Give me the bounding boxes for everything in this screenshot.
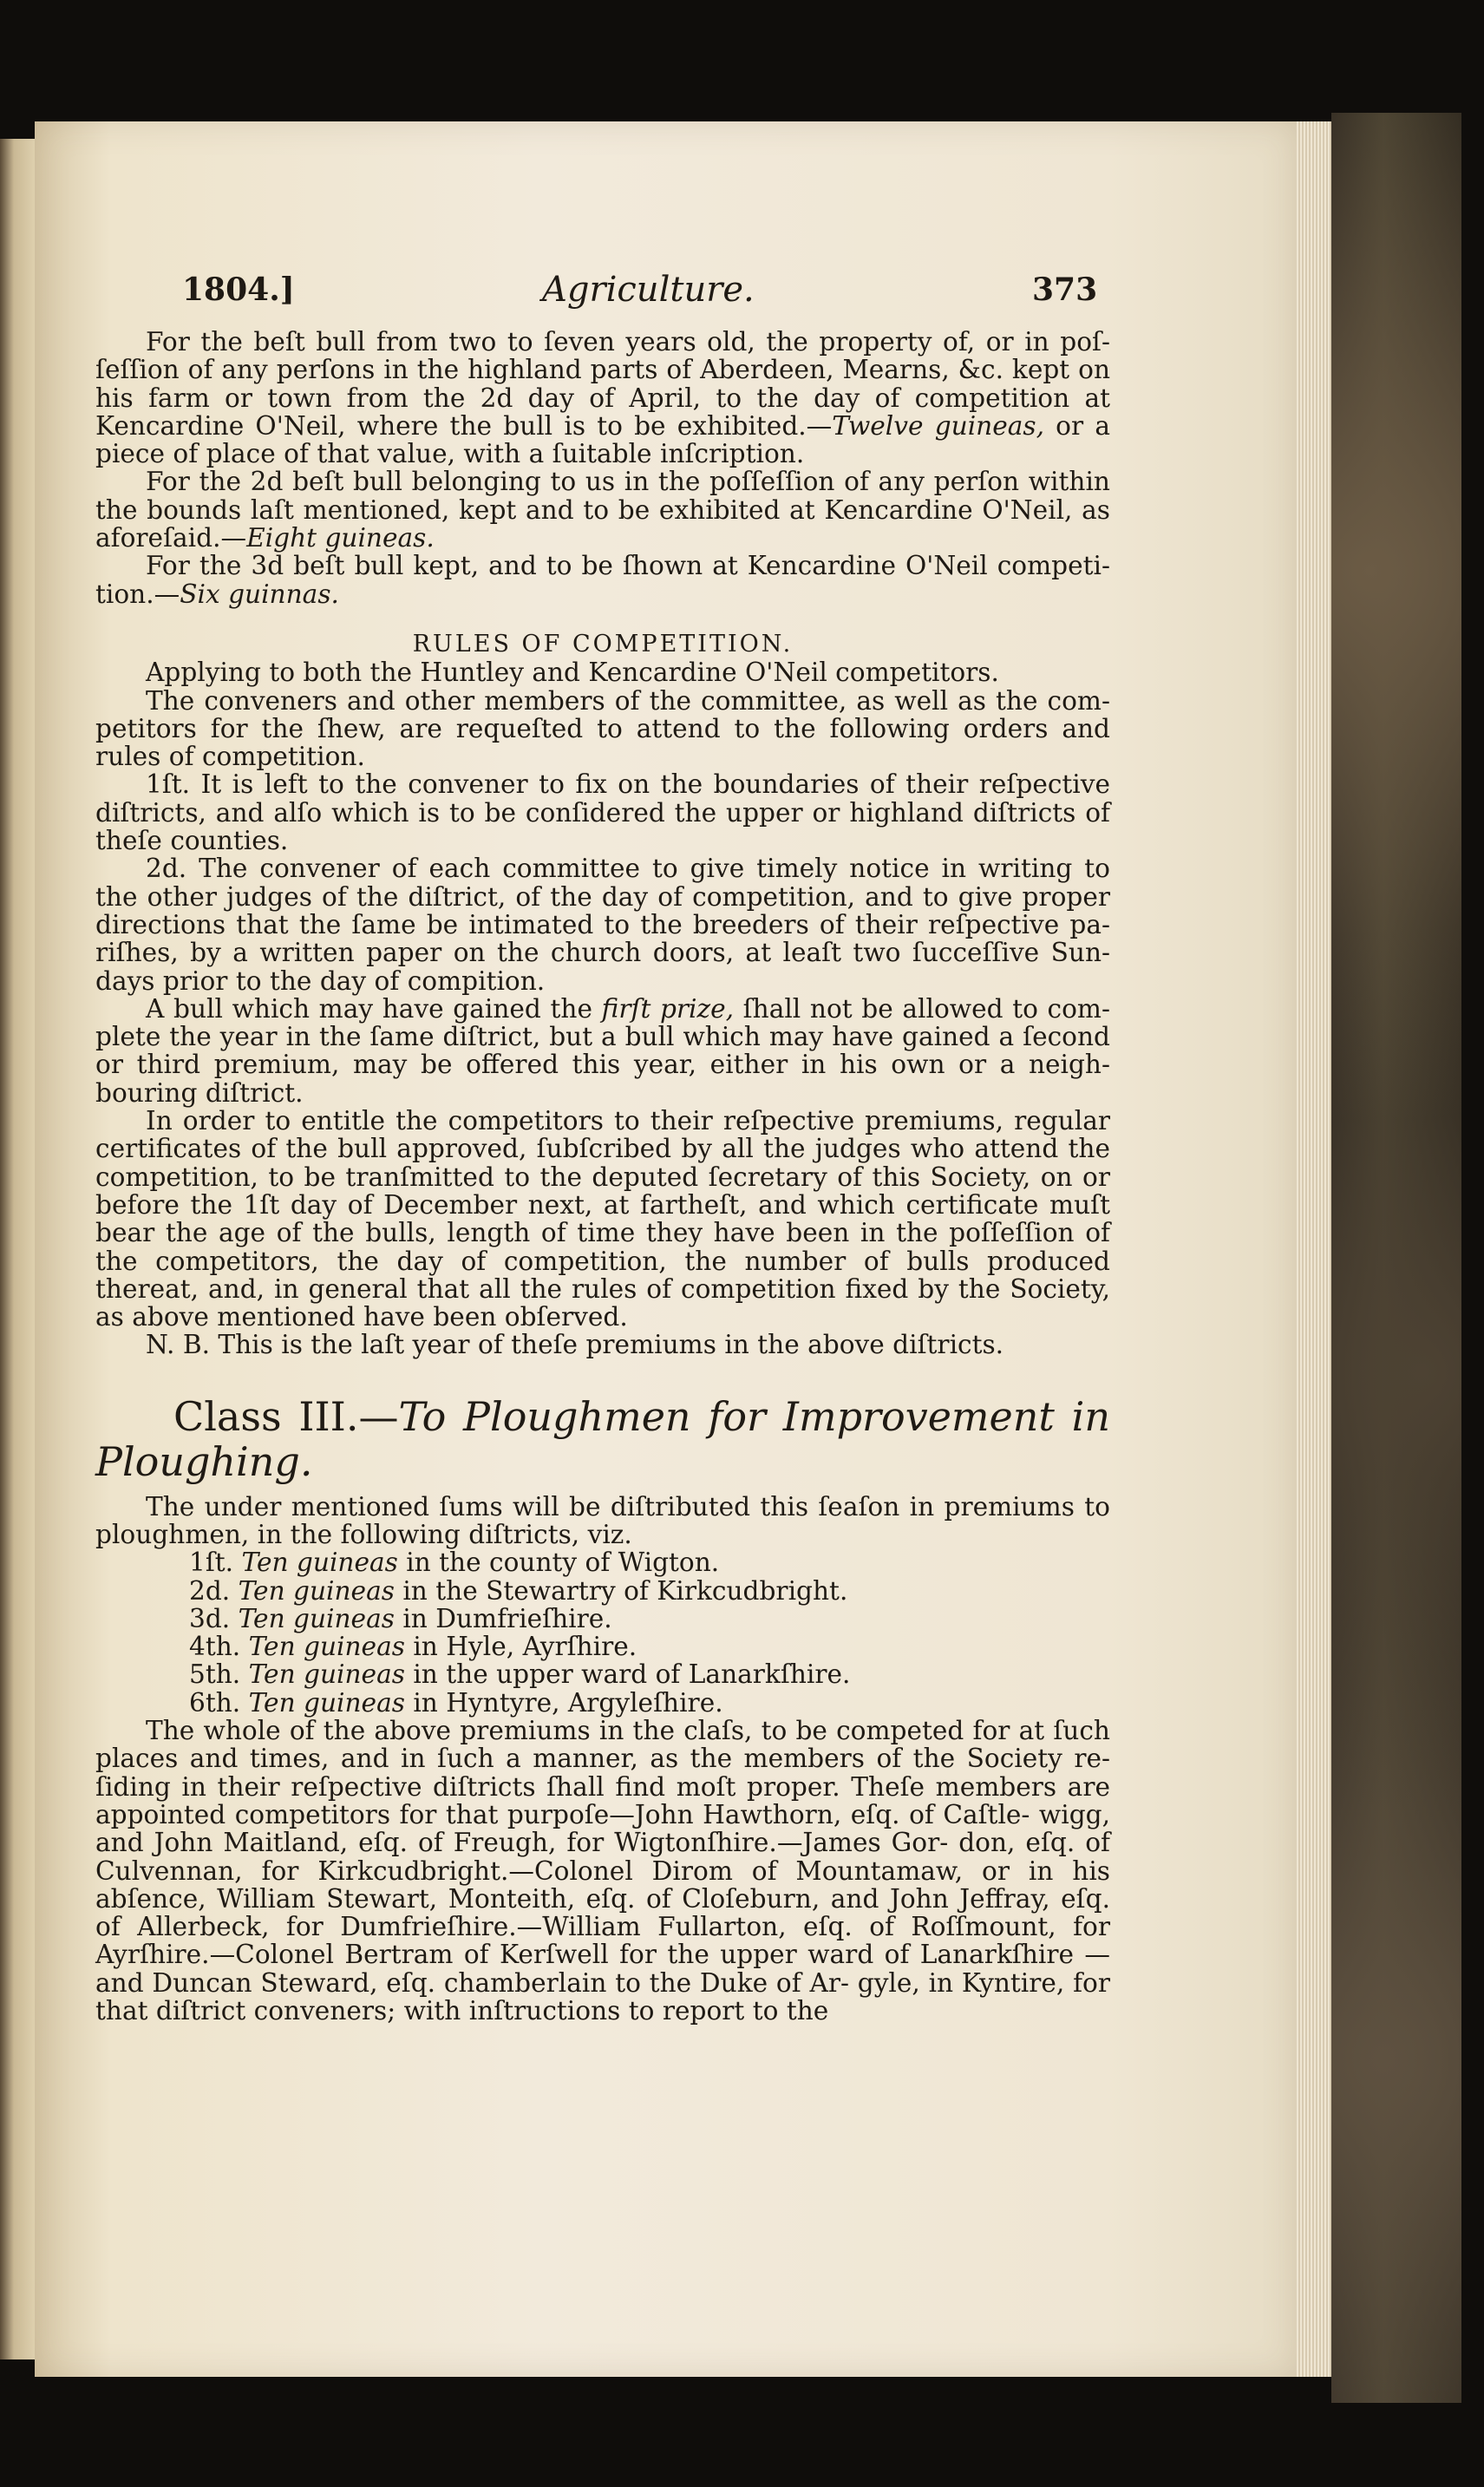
paragraph-nb: N. B. This is the laſt year of theſe premiums in the above diſtricts. bbox=[146, 1330, 1004, 1360]
page-text bbox=[95, 270, 1110, 2026]
left-page-edge bbox=[0, 139, 35, 2359]
paragraph-rule-2: 2d. The convener of each committee to give timely notice in writing to the other judges of the diſtrict, of the day of competition, and to give proper directions that the ſame be intimated to the breeders of their reſpective pa- riſhes, by a written paper on the church doors, at leaſt two ſucceſſive Sun- days prior to the day of compition. bbox=[95, 854, 1110, 996]
paragraph-certificates: In order to entitle the competitors to their reſpective premiums, regular certificates of the bull approved, ſubſcribed by all the judges who attend the competition, to be tranſmitted to the deputed ſecretary of this Society, on or before the 1ſt day of December next, at fartheſt, and which certificate muſt bear the age of the bulls, length of time they have been in the poſſeſſion of the competitors, the day of competition, the number of bulls produced thereat, and, in general that all the rules of competition fixed by the Society, as above mentioned have been obſerved. bbox=[95, 1106, 1110, 1332]
list-item: 4th. Ten guineas in Hyle, Ayrſhire. bbox=[189, 1632, 637, 1662]
list-item: 2d. Ten guineas in the Stewartry of Kirkcudbright. bbox=[189, 1575, 848, 1606]
list-item: 3d. Ten guineas in Dumfrieſhire. bbox=[189, 1603, 612, 1633]
list-item: 6th. Ten guineas in Hyntyre, Argyleſhire. bbox=[189, 1687, 723, 1718]
paragraph-first-prize: A bull which may have gained the firſt prize, ſhall not be allowed to com- plete the year in the ſame diſtrict, but a bull which may have gained a ſecond or third premium, may be offered this year, either in his own or a neigh- bouring diſtrict. bbox=[95, 993, 1110, 1108]
running-header bbox=[95, 270, 1110, 321]
header-year: 1804.] bbox=[182, 272, 295, 308]
paragraph-class-intro: The under mentioned ſums will be diſtributed this ſeaſon in premiums to ploughmen, in the following diſtricts, viz. bbox=[95, 1491, 1110, 1549]
paragraph-second-bull: For the 2d beſt bull belonging to us in the poſſeſſion of any perſon within the bounds laſt mentioned, kept and to be exhibited at Kencardine O'Neil, as aforeſaid.—Eight guineas. bbox=[95, 467, 1110, 553]
page-number: 373 bbox=[1032, 272, 1098, 308]
paragraph-class-closing: The whole of the above premiums in the claſs, to be competed for at ſuch places and times, and in ſuch a manner, as the members of the Society re- ſiding in their reſpective diſtricts ſhall find moſt proper. Theſe members are appointed competitors for that purpoſe—John Hawthorn, eſq. of Caſtle- wigg, and John Maitland, eſq. of Freugh, for Wigtonſhire.—James Gor- don, eſq. of Culvennan, for Kirkcudbright.—Colonel Dirom of Mountamaw, or in his abſence, William Stewart, Monteith, eſq. of Cloſeburn, and John Jeffray, eſq. of Allerbeck, for Dumfrieſhire.—William Fullarton, eſq. of Roſſmount, for Ayrſhire.—Colonel Bertram of Kerſwell for the upper ward of Lanarkſhire —and Duncan Steward, eſq. chamberlain to the Duke of Ar- gyle, in Kyntire, for that diſtrict conveners; with inſtructions to report to the bbox=[95, 1716, 1110, 2026]
paragraph-third-bull: For the 3d beſt bull kept, and to be ſhown at Kencardine O'Neil competi- tion.—Six guinnas. bbox=[95, 551, 1110, 609]
paragraph-conveners: The conveners and other members of the committee, as well as the com- petitors for the ſhew, are requeſted to attend to the following orders and rules of competition. bbox=[95, 685, 1110, 772]
book-cover bbox=[1331, 113, 1461, 2403]
premium-list bbox=[95, 1548, 1110, 1717]
paragraph-first-bull: For the beſt bull from two to ſeven years old, the property of, or in poſ- ſeſſion of any perſons in the highland parts of Aberdeen, Mearns, &c. kept on his farm or town from the 2d day of April, to the day of competition at Kencardine O'Neil, where the bull is to be exhibited.—Twelve guineas, or a piece of place of that value, with a ſuitable inſcription. bbox=[95, 327, 1110, 469]
rules-heading: RULES OF COMPETITION. bbox=[412, 630, 794, 658]
class-three-heading: Class III.—To Ploughmen for Improvement in Ploughing. bbox=[95, 1392, 1110, 1485]
list-item: 5th. Ten guineas in the upper ward of Lanarkſhire. bbox=[189, 1659, 851, 1690]
page-stack-edges bbox=[1297, 121, 1331, 2377]
paragraph-rule-1: 1ſt. It is left to the convener to fix on the boundaries of their reſpective diſtricts, and alſo which is to be conſidered the upper or highland diſtricts of theſe counties. bbox=[95, 769, 1110, 856]
list-item: 1ſt. Ten guineas in the county of Wigton. bbox=[189, 1548, 720, 1578]
header-title: Agriculture. bbox=[542, 270, 755, 310]
paragraph-applying: Applying to both the Huntley and Kencardine O'Neil competitors. bbox=[146, 658, 999, 688]
